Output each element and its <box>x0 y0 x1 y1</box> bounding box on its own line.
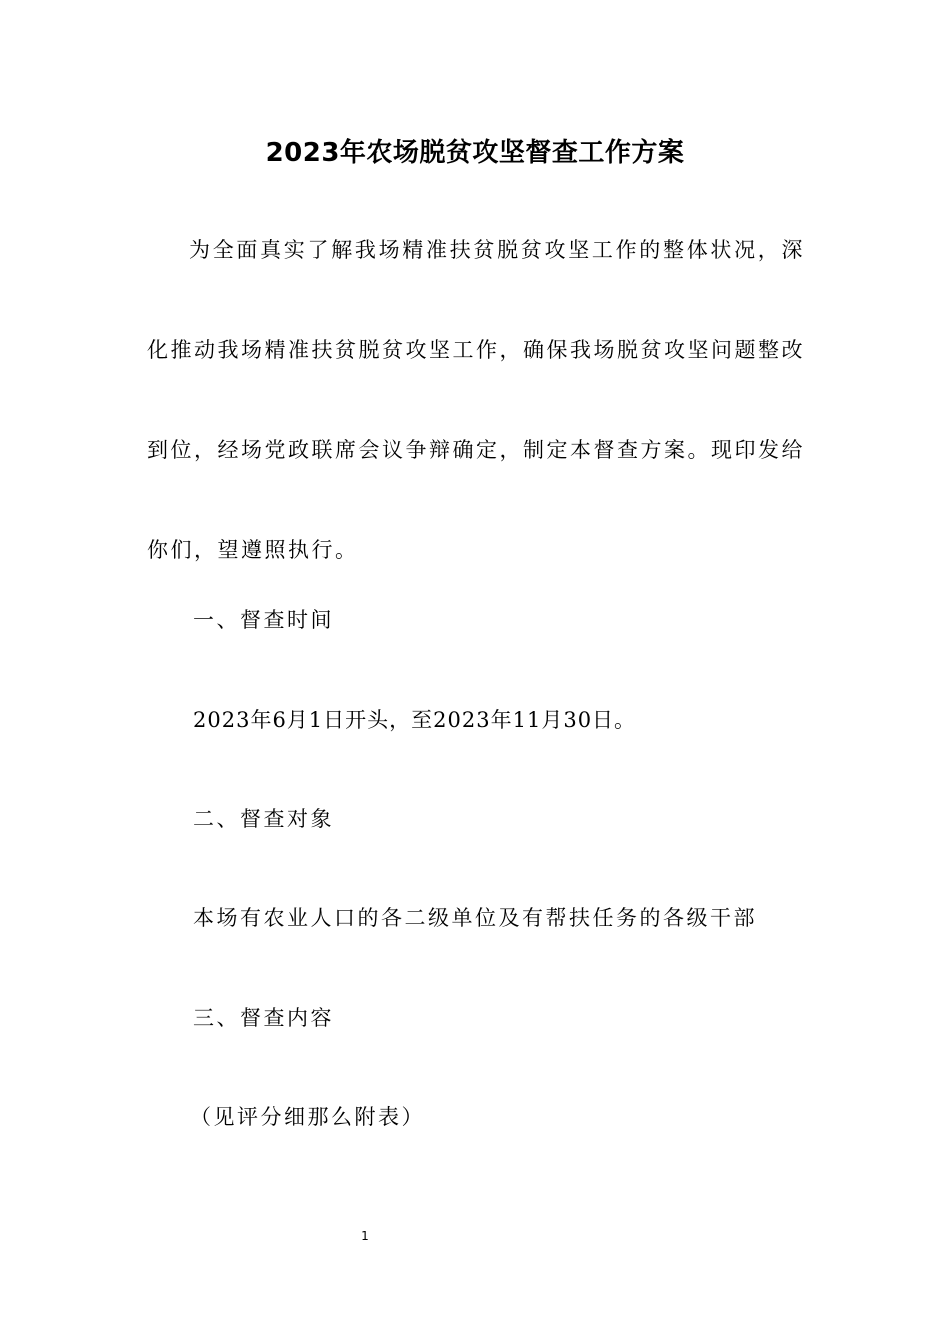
section-content-time: 2023年6月1日开头，至2023年11月30日。 <box>193 708 637 732</box>
intro-paragraph: 为全面真实了解我场精准扶贫脱贫攻坚工作的整体状况，深化推动我场精准扶贫脱贫攻坚工作，确保我场脱贫攻坚问题整改到位，经场党政联席会议争辩确定，制定本督查方案。现印发给你们，望遵照执行。 <box>147 238 805 562</box>
section-heading-target: 二、督查对象 <box>193 807 334 831</box>
section-content-target: 本场有农业人口的各二级单位及有帮扶任务的各级干部 <box>193 906 757 930</box>
document-title: 2023年农场脱贫攻坚督查工作方案 <box>265 138 685 168</box>
section-content-content: （见评分细那么附表） <box>190 1105 425 1129</box>
section-heading-content: 三、督查内容 <box>193 1006 334 1030</box>
page-number: 1 <box>361 1229 369 1243</box>
section-heading-time: 一、督查时间 <box>193 608 334 632</box>
